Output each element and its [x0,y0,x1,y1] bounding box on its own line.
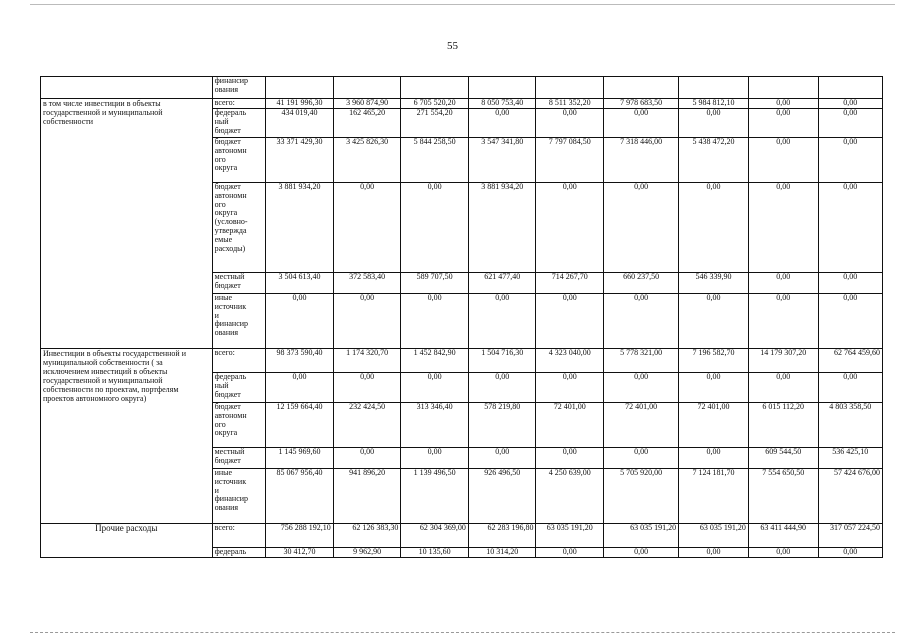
amount-cell: 4 250 639,00 [536,469,604,524]
amount-cell: 57 424 676,00 [818,469,882,524]
funding-source-line: бюджет [214,125,241,135]
top-scan-edge [30,4,895,5]
amount-cell: 0,00 [536,294,604,349]
amount-cell: 0,00 [818,183,882,273]
amount-cell: 271 554,20 [401,109,469,138]
funding-source [212,403,266,448]
amount-cell: 0,00 [748,273,818,294]
amount-cell: 609 544,50 [748,448,818,469]
amount-cell: 0,00 [604,548,679,558]
amount-cell: 313 346,40 [401,403,469,448]
amount-cell: 0,00 [818,373,882,403]
amount-cell: 10 135,60 [401,548,469,558]
amount-cell: 0,00 [818,273,882,294]
amount-cell: 536 425,10 [818,448,882,469]
amount-cell: 12 159 664,40 [266,403,334,448]
amount-cell [679,77,749,99]
section-label [41,77,213,99]
amount-cell: 0,00 [604,109,679,138]
amount-cell: 5 844 258,50 [401,138,469,183]
amount-cell: 5 438 472,20 [679,138,749,183]
amount-cell: 714 267,70 [536,273,604,294]
funding-source-line: источник [214,476,247,486]
amount-cell: 62 304 369,00 [401,524,469,548]
funding-source-line: финансир [214,319,249,329]
amount-cell: 0,00 [401,294,469,349]
bottom-scan-edge [30,632,895,633]
amount-cell: 0,00 [333,294,401,349]
amount-cell: 4 803 358,50 [818,403,882,448]
amount-cell [401,77,469,99]
funding-source-line: иные [214,293,233,302]
funding-source-line: ого [214,199,226,209]
funding-source-line: (условно- [214,217,248,227]
section-label: Прочие расходы [41,524,213,558]
amount-cell: 0,00 [604,373,679,403]
amount-cell: 0,00 [468,109,536,138]
amount-cell: 0,00 [748,138,818,183]
amount-cell: 756 288 192,10 [266,524,334,548]
amount-cell: 3 881 934,20 [468,183,536,273]
funding-source-line: округа [214,163,238,173]
amount-cell: 63 411 444,90 [748,524,818,548]
funding-source-line: бюджет [214,389,241,399]
amount-cell: 0,00 [401,183,469,273]
amount-cell: 0,00 [748,294,818,349]
funding-source [212,548,266,558]
amount-cell: 62 764 459,60 [818,349,882,373]
amount-cell: 0,00 [818,294,882,349]
funding-source [212,77,266,99]
amount-cell: 7 978 683,50 [604,99,679,109]
amount-cell: 10 314,20 [468,548,536,558]
funding-source-line: всего: [214,98,235,107]
amount-cell: 0,00 [604,183,679,273]
funding-source-line: округа [214,428,238,438]
amount-cell: 1 504 716,30 [468,349,536,373]
amount-cell: 7 124 181,70 [679,469,749,524]
amount-cell: 6 015 112,20 [748,403,818,448]
amount-cell [536,77,604,99]
amount-cell: 0,00 [468,448,536,469]
funding-source-line: ный [214,380,229,390]
funding-source-line: бюджет [214,455,241,465]
amount-cell: 1 139 496,50 [401,469,469,524]
page-number: 55 [447,40,458,52]
funding-source-line: бюджет [214,137,241,146]
amount-cell: 0,00 [748,373,818,403]
funding-source [212,373,266,403]
amount-cell: 72 401,00 [679,403,749,448]
amount-cell: 30 412,70 [266,548,334,558]
amount-cell: 0,00 [818,548,882,558]
funding-source-line: ования [214,84,239,94]
amount-cell: 3 547 341,80 [468,138,536,183]
table-row [41,99,883,109]
funding-source-line: и [214,310,219,320]
amount-cell: 7 554 650,50 [748,469,818,524]
amount-cell: 1 145 969,60 [266,448,334,469]
amount-cell: 0,00 [679,109,749,138]
amount-cell: 72 401,00 [604,403,679,448]
amount-cell: 9 962,90 [333,548,401,558]
funding-source [212,273,266,294]
funding-source-line: и [214,485,219,495]
funding-source-line: бюджет [214,280,241,290]
amount-cell: 5 705 920,00 [604,469,679,524]
funding-source-line: автономн [214,410,247,420]
amount-cell: 0,00 [536,448,604,469]
amount-cell: 0,00 [818,99,882,109]
amount-cell: 0,00 [333,183,401,273]
funding-source-line: утвержда [214,225,247,235]
amount-cell: 63 035 191,20 [679,524,749,548]
amount-cell: 72 401,00 [536,403,604,448]
amount-cell [748,77,818,99]
funding-source [212,349,266,373]
amount-cell: 3 425 826,30 [333,138,401,183]
funding-source-line: автономн [214,145,247,155]
amount-cell: 33 371 429,30 [266,138,334,183]
amount-cell: 0,00 [468,373,536,403]
funding-source [212,109,266,138]
amount-cell: 317 057 224,50 [818,524,882,548]
section-label: в том числе инвестиции в объекты государственной и муниципальной собственности [41,99,213,349]
funding-source-line: местный [214,447,245,456]
amount-cell: 3 881 934,20 [266,183,334,273]
amount-cell: 62 126 383,30 [333,524,401,548]
funding-source-line: ования [214,328,239,338]
amount-cell: 0,00 [679,183,749,273]
amount-cell: 0,00 [536,373,604,403]
funding-source-line: ования [214,503,239,513]
funding-source-line: финансир [214,494,249,504]
funding-source-line: источник [214,301,247,311]
funding-source [212,183,266,273]
amount-cell: 7 318 446,00 [604,138,679,183]
amount-cell: 7 196 582,70 [679,349,749,373]
amount-cell: 0,00 [604,294,679,349]
funding-source [212,294,266,349]
table-row [41,77,883,99]
amount-cell: 941 896,20 [333,469,401,524]
amount-cell: 41 191 996,30 [266,99,334,109]
amount-cell: 0,00 [401,373,469,403]
table-row [41,524,883,548]
amount-cell: 0,00 [748,99,818,109]
amount-cell: 63 035 191,20 [604,524,679,548]
amount-cell: 0,00 [401,448,469,469]
funding-source [212,99,266,109]
amount-cell: 0,00 [604,448,679,469]
funding-source-line: округа [214,208,238,218]
funding-source-line: емые [214,234,233,244]
amount-cell: 5 778 321,00 [604,349,679,373]
amount-cell: 3 504 613,40 [266,273,334,294]
amount-cell: 0,00 [679,373,749,403]
amount-cell: 4 323 040,00 [536,349,604,373]
amount-cell [468,77,536,99]
amount-cell: 5 984 812,10 [679,99,749,109]
amount-cell [604,77,679,99]
amount-cell: 7 797 084,50 [536,138,604,183]
table-row [41,349,883,373]
amount-cell: 0,00 [468,294,536,349]
amount-cell: 0,00 [748,183,818,273]
amount-cell: 0,00 [536,109,604,138]
amount-cell: 62 283 196,80 [468,524,536,548]
funding-source-line: федераль [214,372,247,381]
funding-source-line: автономн [214,190,247,200]
amount-cell: 0,00 [266,294,334,349]
amount-cell: 3 960 874,90 [333,99,401,109]
amount-cell: 0,00 [679,294,749,349]
amount-cell: 8 511 352,20 [536,99,604,109]
amount-cell: 232 424,50 [333,403,401,448]
amount-cell: 372 583,40 [333,273,401,294]
amount-cell: 162 465,20 [333,109,401,138]
amount-cell: 0,00 [748,109,818,138]
funding-source-line: расходы) [214,243,246,253]
funding-source-line: всего: [214,523,235,532]
amount-cell: 14 179 307,20 [748,349,818,373]
funding-source-line: ого [214,419,226,429]
amount-cell: 0,00 [818,138,882,183]
financing-table [40,76,883,558]
amount-cell [818,77,882,99]
funding-source-line: федераль [214,547,247,556]
amount-cell: 8 050 753,40 [468,99,536,109]
amount-cell: 6 705 520,20 [401,99,469,109]
funding-source-line: иные [214,468,233,477]
funding-source-line: бюджет [214,402,241,411]
amount-cell [266,77,334,99]
amount-cell: 1 174 320,70 [333,349,401,373]
funding-source [212,524,266,548]
amount-cell: 0,00 [333,448,401,469]
amount-cell: 98 373 590,40 [266,349,334,373]
amount-cell: 578 219,80 [468,403,536,448]
funding-source [212,138,266,183]
amount-cell: 0,00 [266,373,334,403]
amount-cell: 0,00 [536,548,604,558]
section-label: Инвестиции в объекты государственной и муниципальной собственности ( за исключением инвестиций в объекты государственной и муниципальной собственности по проектам, портфелям проектов автономного округа) [41,349,213,524]
amount-cell: 1 452 842,90 [401,349,469,373]
amount-cell: 0,00 [333,373,401,403]
funding-source-line: ный [214,116,229,126]
funding-source [212,469,266,524]
funding-source-line: местный [214,272,245,281]
amount-cell: 926 496,50 [468,469,536,524]
amount-cell: 85 067 956,40 [266,469,334,524]
amount-cell: 0,00 [748,548,818,558]
amount-cell: 434 019,40 [266,109,334,138]
amount-cell [333,77,401,99]
funding-source-line: ого [214,154,226,164]
funding-source-line: бюджет [214,182,241,191]
amount-cell: 63 035 191,20 [536,524,604,548]
funding-source-line: финансир [214,76,249,85]
amount-cell: 589 707,50 [401,273,469,294]
amount-cell: 660 237,50 [604,273,679,294]
funding-source-line: федераль [214,108,247,117]
amount-cell: 621 477,40 [468,273,536,294]
amount-cell: 0,00 [679,448,749,469]
amount-cell: 0,00 [818,109,882,138]
funding-source-line: всего: [214,348,235,357]
amount-cell: 0,00 [679,548,749,558]
amount-cell: 546 339,90 [679,273,749,294]
funding-source [212,448,266,469]
amount-cell: 0,00 [536,183,604,273]
